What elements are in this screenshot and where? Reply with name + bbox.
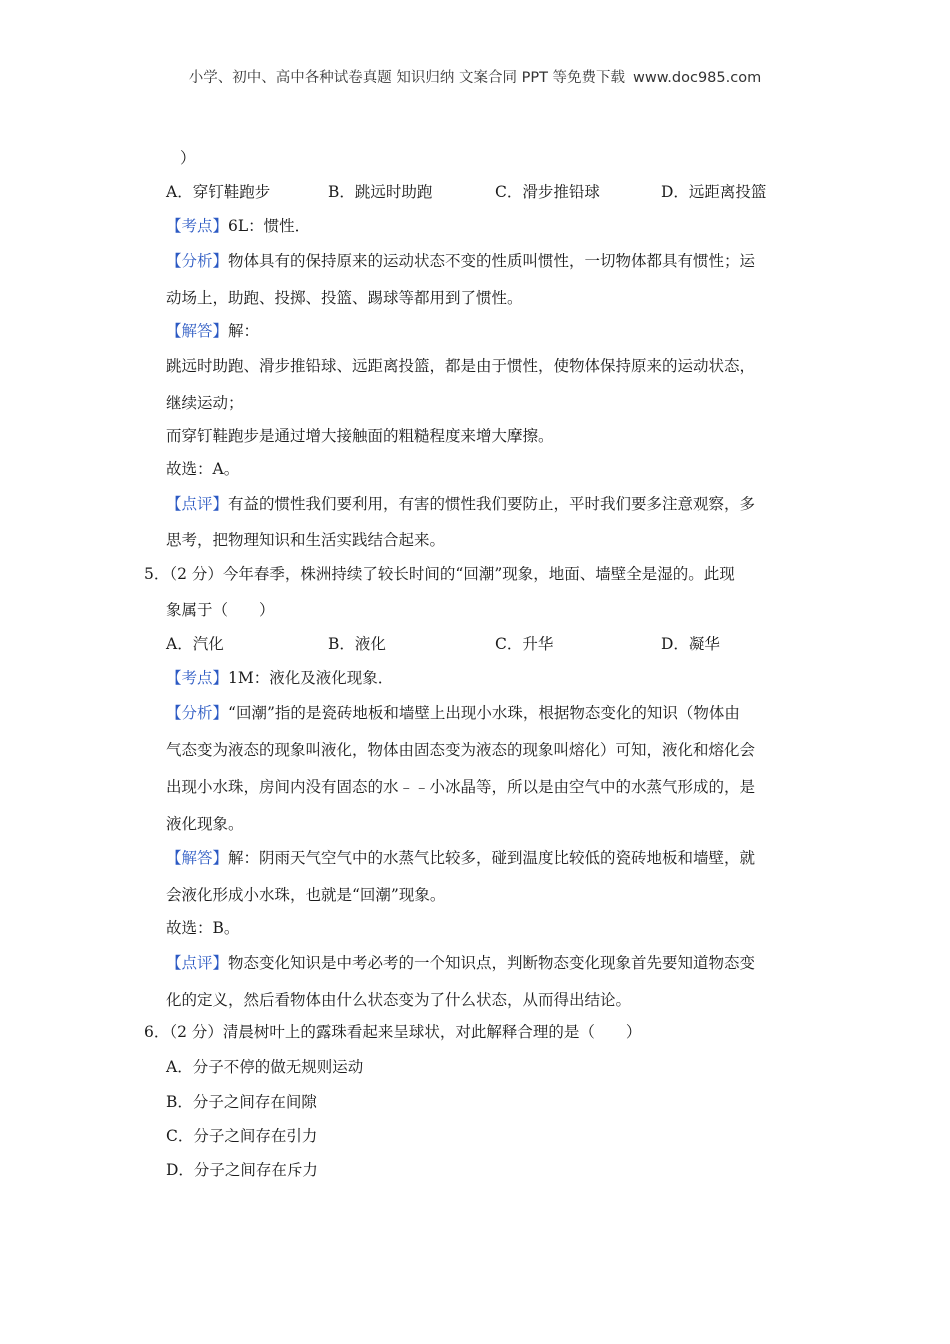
q5-option-c: C．升华 — [495, 635, 554, 653]
q5-dianping — [166, 953, 755, 973]
q5-fenxi-line4: 液化现象。 — [166, 815, 244, 833]
q5-fenxi-line2: 气态变为液态的现象叫液化，物体由固态变为液态的现象叫熔化）可知，液化和熔化会 — [166, 741, 756, 759]
q4-body-line3: 而穿钉鞋跑步是通过增大接触面的粗糙程度来增大摩擦。 — [166, 427, 554, 445]
kaodian-tag: 【考点】 — [166, 217, 229, 235]
q5-dianping-line2: 化的定义，然后看物体由什么状态变为了什么状态，从而得出结论。 — [166, 991, 632, 1009]
q4-dianping-line2: 思考，把物理知识和生活实践结合起来。 — [166, 531, 446, 549]
q4-jieda-text: 解： — [228, 322, 260, 340]
jieda-tag: 【解答】 — [166, 322, 229, 340]
q4-dianping-line1: 有益的惯性我们要利用，有害的惯性我们要防止，平时我们要多注意观察，多 — [228, 495, 756, 513]
q5-stem-line1: 5．（2 分）今年春季，株洲持续了较长时间的“回潮”现象，地面、墙壁全是湿的。此现 — [144, 565, 735, 583]
q6-stem: 6．（2 分）清晨树叶上的露珠看起来呈球状，对此解释合理的是（ ） — [144, 1023, 642, 1041]
q4-fenxi-line2: 动场上，助跑、投掷、投篮、踢球等都用到了惯性。 — [166, 289, 523, 307]
q6-option-c: C．分子之间存在引力 — [166, 1127, 318, 1145]
q5-option-b: B．液化 — [328, 635, 386, 653]
q5-fenxi-line1: “回潮”指的是瓷砖地板和墙壁上出现小水珠，根据物态变化的知识（物体由 — [228, 704, 740, 722]
q4-kaodian-text: 6L：惯性． — [228, 217, 311, 235]
q5-fenxi — [166, 703, 740, 723]
q4-fenxi — [166, 251, 755, 271]
q6-option-b: B．分子之间存在间隙 — [166, 1093, 317, 1111]
q4-answer: 故选：A。 — [166, 460, 240, 478]
q4-option-c: C．滑步推铅球 — [495, 183, 600, 201]
q4-option-a: A．穿钉鞋跑步 — [166, 183, 271, 201]
q5-answer: 故选：B。 — [166, 919, 240, 937]
q4-fenxi-line1: 物体具有的保持原来的运动状态不变的性质叫惯性，一切物体都具有惯性；运 — [228, 252, 756, 270]
header-url[interactable]: www.doc985.com — [633, 70, 762, 86]
fenxi-tag: 【分析】 — [166, 704, 229, 722]
q5-fenxi-line3: 出现小水珠，房间内没有固态的水﹣﹣小冰晶等，所以是由空气中的水蒸气形成的，是 — [166, 778, 756, 796]
header-text: 小学、初中、高中各种试卷真题 知识归纳 文案合同 PPT 等免费下载 — [188, 70, 626, 86]
q5-kaodian-text: 1M：液化及液化现象． — [228, 669, 394, 687]
q5-jieda-line2: 会液化形成小水珠，也就是“回潮”现象。 — [166, 886, 446, 904]
dianping-tag: 【点评】 — [166, 495, 229, 513]
q5-jieda-line1: 解：阴雨天气空气中的水蒸气比较多，碰到温度比较低的瓷砖地板和墙壁，就 — [228, 849, 756, 867]
q5-jieda — [166, 848, 755, 868]
q4-option-b: B．跳远时助跑 — [328, 183, 433, 201]
q4-paren-close: ） — [180, 149, 196, 167]
q6-option-a: A．分子不停的做无规则运动 — [166, 1058, 364, 1076]
q4-body-line1: 跳远时助跑、滑步推铅球、远距离投篮，都是由于惯性，使物体保持原来的运动状态， — [166, 357, 756, 375]
q4-jieda — [166, 321, 259, 341]
jieda-tag: 【解答】 — [166, 849, 229, 867]
kaodian-tag: 【考点】 — [166, 669, 229, 687]
q5-kaodian — [166, 668, 393, 688]
q4-body-line2: 继续运动； — [166, 394, 244, 412]
q5-option-a: A．汽化 — [166, 635, 224, 653]
q4-option-d: D．远距离投篮 — [661, 183, 767, 201]
q6-option-d: D．分子之间存在斥力 — [166, 1161, 318, 1179]
page-header — [0, 66, 950, 87]
fenxi-tag: 【分析】 — [166, 252, 229, 270]
q5-option-d: D．凝华 — [661, 635, 720, 653]
q5-dianping-line1: 物态变化知识是中考必考的一个知识点，判断物态变化现象首先要知道物态变 — [228, 954, 756, 972]
q4-kaodian — [166, 216, 310, 236]
dianping-tag: 【点评】 — [166, 954, 229, 972]
q5-stem-line2: 象属于（ ） — [166, 601, 275, 619]
q4-dianping — [166, 494, 755, 514]
